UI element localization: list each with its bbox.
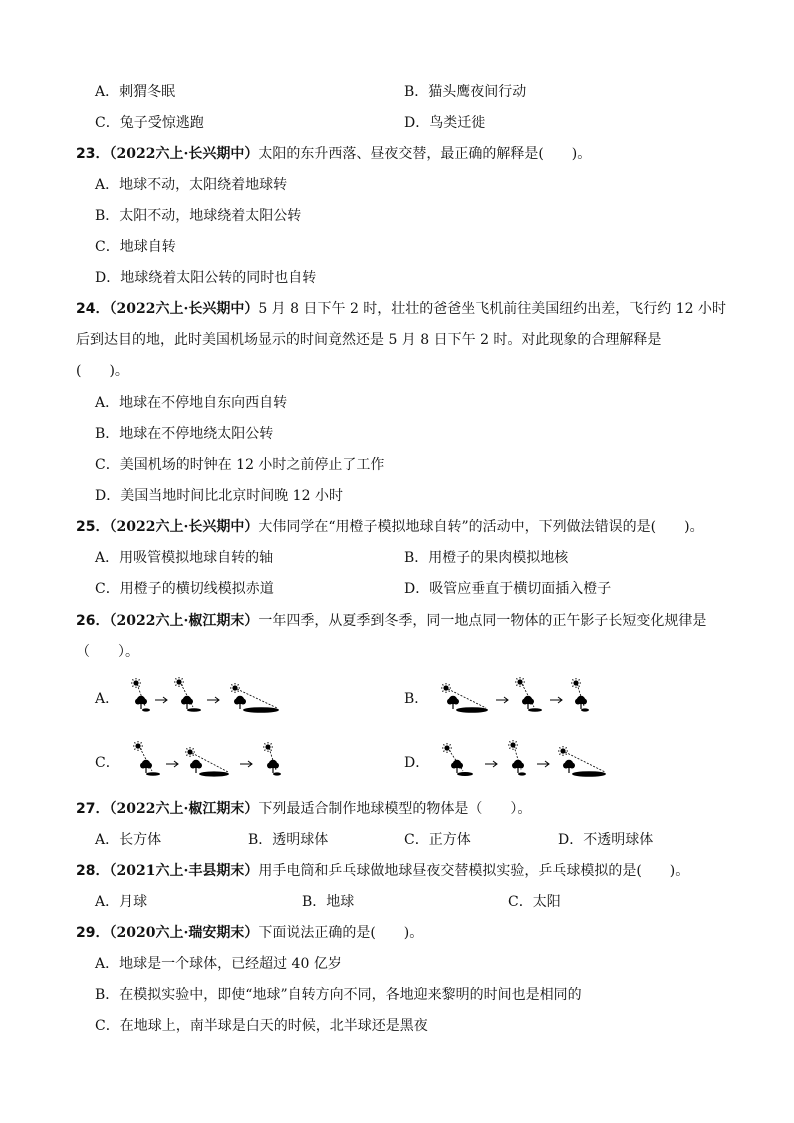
q29-text: 下面说法正确的是( )。 (258, 925, 424, 941)
q27-source: （2022六上·椒江期末） (109, 801, 259, 817)
q23-option-a: A．地球不动，太阳绕着地球转 (95, 177, 288, 193)
q25-option-d: D．吸管应垂直于横切面插入橙子 (404, 581, 612, 597)
q24-option-b: B．地球在不停地绕太阳公转 (95, 426, 274, 442)
q27-option-d: D．不透明球体 (558, 832, 654, 848)
q29-option-c: C．在地球上，南半球是白天的时候，北半球还是黑夜 (95, 1018, 428, 1034)
q23-number: 23． (76, 146, 110, 162)
q24-number: 24． (76, 301, 110, 317)
q26-option-d (404, 740, 617, 784)
q28-option-b: B．地球 (302, 894, 355, 910)
q25-stem (76, 517, 704, 537)
q27-text: 下列最适合制作地球模型的物体是（ ）。 (258, 801, 532, 817)
q25-source: （2022六上·长兴期中） (109, 519, 259, 535)
q26-number: 26． (76, 613, 110, 629)
sun-tree-shadow-sequence-icon (127, 676, 307, 720)
q27-stem (76, 799, 531, 819)
q27-option-c: C．正方体 (404, 832, 471, 848)
q29-stem (76, 923, 423, 943)
q29-option-b: B．在模拟实验中，即使“地球”自转方向不同，各地迎来黎明的时间也是相同的 (95, 987, 582, 1003)
q23-text: 太阳的东升西落、昼夜交替，最正确的解释是( )。 (258, 146, 592, 162)
q24-option-a: A．地球在不停地自东向西自转 (95, 395, 288, 411)
q26-option-d-label: D． (404, 755, 430, 771)
q22-option-b: B．猫头鹰夜间行动 (404, 84, 527, 100)
q23-option-d: D．地球绕着太阳公转的同时也自转 (95, 270, 317, 286)
q26-source: （2022六上·椒江期末） (109, 613, 259, 629)
q26-option-b (404, 676, 616, 720)
q24-text-3: ( )。 (76, 363, 129, 379)
sun-tree-shadow-sequence-icon (128, 740, 308, 784)
q22-option-a: A．刺猬冬眠 (95, 84, 176, 100)
q24-stem (76, 299, 726, 319)
q26-option-a (95, 676, 307, 720)
q26-option-b-label: B． (404, 691, 429, 707)
q23-option-c: C．地球自转 (95, 239, 176, 255)
q26-option-c-label: C． (95, 755, 120, 771)
sun-tree-shadow-sequence-icon (437, 740, 617, 784)
q23-source: （2022六上·长兴期中） (109, 146, 259, 162)
q29-number: 29． (76, 925, 110, 941)
q24-source: （2022六上·长兴期中） (109, 301, 259, 317)
q25-option-a: A．用吸管模拟地球自转的轴 (95, 550, 274, 566)
q22-option-d: D．鸟类迁徙 (404, 115, 486, 131)
q28-option-a: A．月球 (95, 894, 148, 910)
q28-number: 28． (76, 863, 110, 879)
q25-text: 大伟同学在“用橙子模拟地球自转”的活动中，下列做法错误的是( )。 (258, 519, 704, 535)
q28-source: （2021六上·丰县期末） (109, 863, 259, 879)
q27-number: 27． (76, 801, 110, 817)
q27-option-a: A．长方体 (95, 832, 162, 848)
q25-option-b: B．用橙子的果肉模拟地核 (404, 550, 569, 566)
q25-number: 25． (76, 519, 110, 535)
q29-source: （2020六上·瑞安期末） (109, 925, 259, 941)
q28-text: 用手电筒和乒乓球做地球昼夜交替模拟实验，乒乓球模拟的是( )。 (258, 863, 690, 879)
q28-stem (76, 861, 689, 881)
q26-option-a-label: A． (95, 691, 120, 707)
q27-option-b: B．透明球体 (248, 832, 329, 848)
sun-tree-shadow-sequence-icon (436, 676, 616, 720)
q24-option-d: D．美国当地时间比北京时间晚 12 小时 (95, 488, 343, 504)
q26-stem (76, 611, 706, 631)
q25-option-c: C．用橙子的横切线模拟赤道 (95, 581, 274, 597)
q28-option-c: C．太阳 (508, 894, 561, 910)
q26-text-1: 一年四季，从夏季到冬季，同一地点同一物体的正午影子长短变化规律是 (258, 613, 707, 629)
q22-option-c: C．兔子受惊逃跑 (95, 115, 204, 131)
q26-text-2: （ ）。 (76, 644, 139, 660)
q23-option-b: B．太阳不动，地球绕着太阳公转 (95, 208, 302, 224)
q29-option-a: A．地球是一个球体，已经超过 40 亿岁 (95, 956, 342, 972)
q24-option-c: C．美国机场的时钟在 12 小时之前停止了工作 (95, 457, 385, 473)
q26-option-c (95, 740, 308, 784)
q24-text-2: 后到达目的地，此时美国机场显示的时间竟然还是 5 月 8 日下午 2 时。对此现象的合理解释是 (76, 332, 662, 348)
q23-stem (76, 144, 591, 164)
q24-text-1: 5 月 8 日下午 2 时，壮壮的爸爸坐飞机前往美国纽约出差，飞行约 12 小时 (258, 301, 727, 317)
